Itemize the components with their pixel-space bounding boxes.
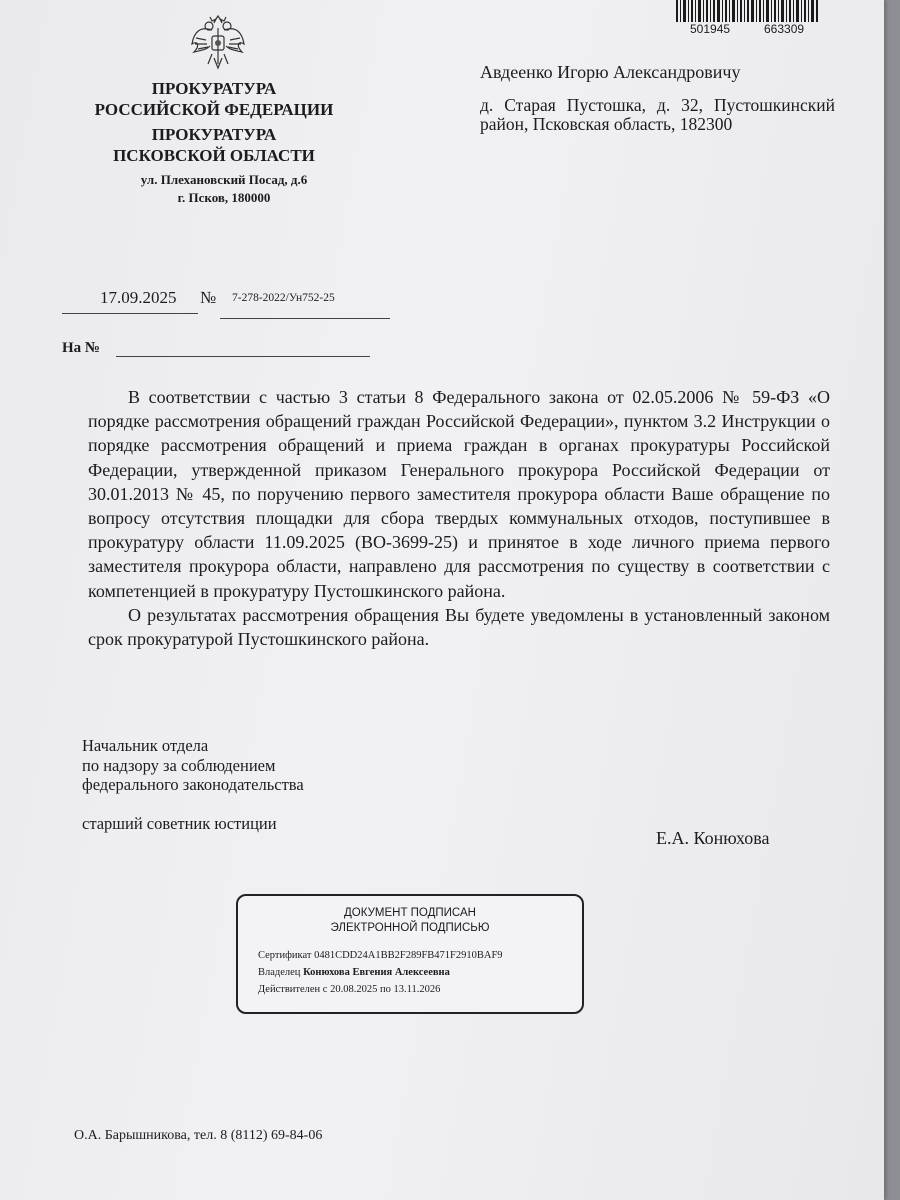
barcode-image <box>672 0 822 22</box>
valid-label: Действителен <box>258 984 321 995</box>
document-number: 7-278-2022/Ун752-25 <box>232 292 335 304</box>
executor-contact: О.А. Барышникова, тел. 8 (8112) 69-84-06 <box>74 1128 323 1143</box>
stamp-validity <box>258 984 440 995</box>
certificate-label: Сертификат <box>258 950 312 961</box>
dept-name-line: ПРОКУРАТУРА <box>151 125 277 144</box>
number-underline <box>220 318 390 319</box>
electronic-signature-stamp <box>236 894 584 1014</box>
stamp-title-line: ДОКУМЕНТ ПОДПИСАН <box>344 907 476 919</box>
signer-position-line: Начальник отдела <box>82 736 209 755</box>
recipient-address: д. Старая Пустошка, д. 32, Пустошкинский район, Псковская область, 182300 <box>480 95 835 134</box>
sender-address <box>94 171 354 207</box>
reply-to-underline <box>116 356 370 357</box>
sender-department <box>54 124 374 166</box>
date-underline <box>62 313 198 314</box>
stamp-certificate <box>258 950 503 961</box>
signer-position-line: федерального законодательства <box>82 775 304 794</box>
signer-position-line: по надзору за соблюдением <box>82 755 276 775</box>
body-paragraph: О результатах рассмотрения обращения Вы будете уведомлены в установленный законом срок прокуратурой Пустошкинского района. <box>88 604 830 650</box>
valid-from: 20.08.2025 <box>330 984 378 995</box>
valid-to: 13.11.2026 <box>393 984 441 995</box>
dept-name-line: ПСКОВСКОЙ ОБЛАСТИ <box>113 146 315 165</box>
recipient-name: Авдеенко Игорю Александровичу <box>480 62 741 82</box>
valid-from-label: с <box>322 984 328 995</box>
coat-of-arms-icon <box>190 14 246 72</box>
org-name-line: РОССИЙСКОЙ ФЕДЕРАЦИИ <box>94 100 334 119</box>
sender-address-street: ул. Плехановский Посад, д.6 <box>140 172 308 187</box>
owner-value: Конюхова Евгения Алексеевна <box>303 967 450 978</box>
stamp-title-line: ЭЛЕКТРОННОЙ ПОДПИСЬЮ <box>330 922 490 934</box>
sender-organization <box>54 78 374 120</box>
signer-rank: старший советник юстиции <box>82 814 277 833</box>
document-date: 17.09.2025 <box>100 288 177 307</box>
valid-to-label: по <box>379 984 391 995</box>
sender-address-city: г. Псков, 180000 <box>177 190 271 205</box>
letter-body <box>88 385 830 651</box>
barcode-number-left: 501945 <box>690 22 731 36</box>
barcode-number-right: 663309 <box>764 22 805 36</box>
org-name-line: ПРОКУРАТУРА <box>151 79 277 98</box>
owner-label: Владелец <box>258 967 301 978</box>
number-sign: № <box>200 288 217 307</box>
body-paragraph: В соответствии с частью 3 статьи 8 Федерального закона от 02.05.2006 № 59-ФЗ «О порядке рассмотрения обращений граждан Российской Федерации», пунктом 3.2 Инструкции о порядке рассмотрения обращений и приема граждан в органах прокуратуры Российской Федерации, утвержденной приказом Генерального прокурора Российской Федерации от 30.01.2013 № 45, по поручению первого заместителя прокурора области Ваше обращение по вопросу отсутствия площадки для сбора твердых коммунальных отходов, поступившее в прокуратуру области 11.09.2025 (ВО-3699-25) и принятое в ходе личного приема первого заместителя прокурора области, направлено для рассмотрения по существу в соответствии с компетенцией в прокуратуру Пустошкинского района. <box>88 387 830 601</box>
signer-name: Е.А. Конюхова <box>656 828 770 848</box>
signer-position <box>82 736 304 795</box>
reply-to-label: На № <box>62 340 100 356</box>
certificate-value: 0481CDD24A1BB2F289FB471F2910BAF9 <box>314 950 503 961</box>
stamp-title <box>238 906 582 936</box>
stamp-owner <box>258 967 450 978</box>
